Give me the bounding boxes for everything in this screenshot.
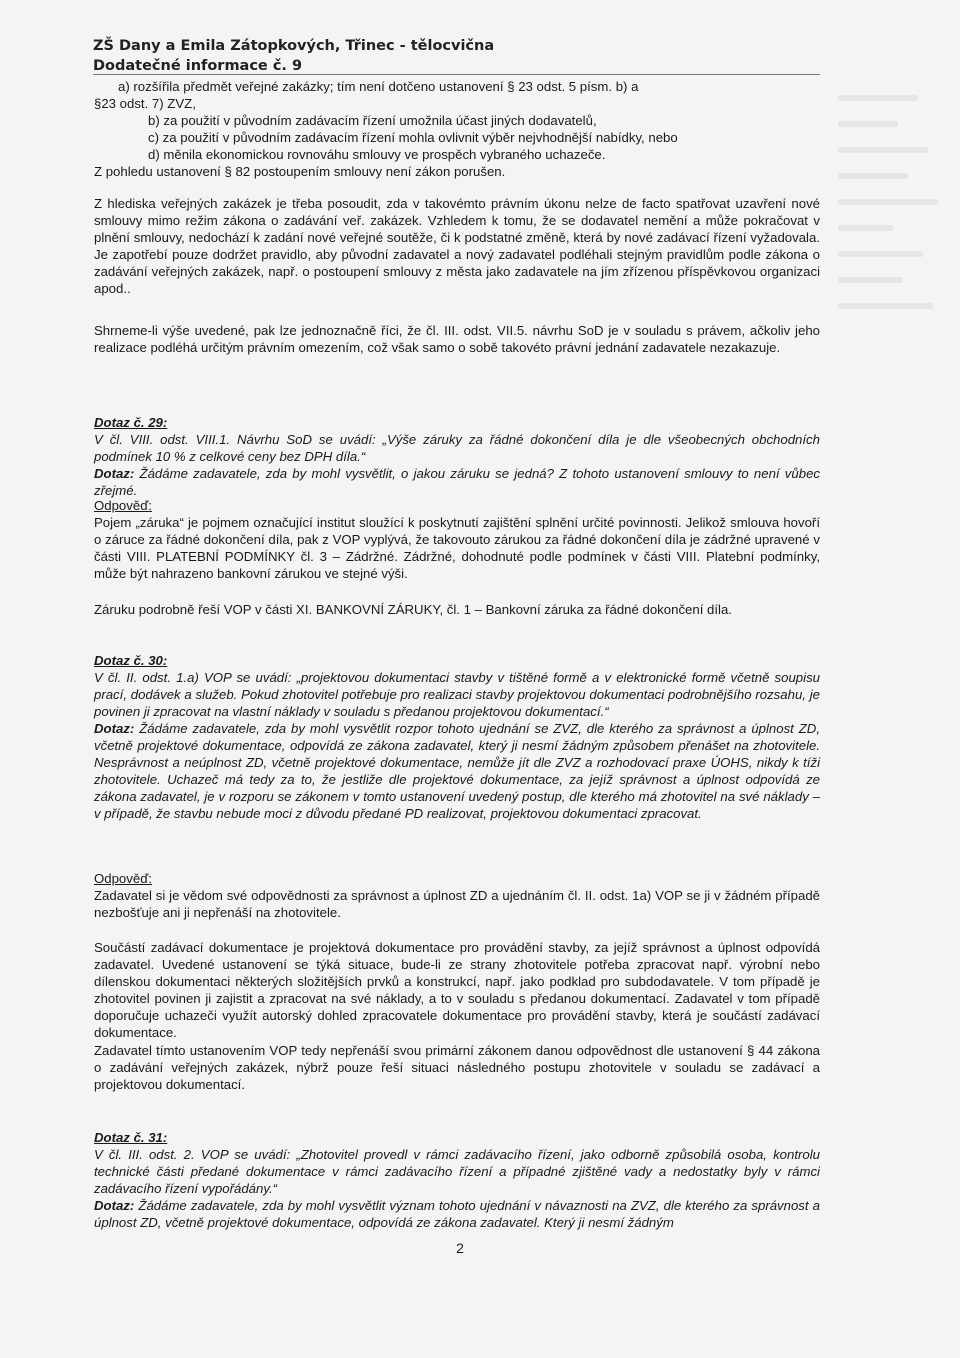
question-title: Dotaz č. 31: (94, 1130, 168, 1145)
answer-paragraph: Zadavatel si je vědom své odpovědnosti za správnost a úplnost ZD a ujednáním čl. II. odst. 1a) VOP se ji v žádném případě nezbošťuje ani ji nepřenáší na zhotovitele. (94, 888, 820, 920)
answer-title: Odpověď: (94, 498, 152, 513)
question-text (94, 465, 820, 499)
answer-30-paragraph-2: Součástí zadávací dokumentace je projektová dokumentace pro provádění stavby, za jejíž správnost a úplnost odpovídá zadavatel. Uvedené ustanovení se týká situace, bude-li ze strany zhotovitele potřeba zpracovat např. výrobní nebo dílenskou dokumentaci některých složitějších prvků a konstrukcí, např. jako podklad pro subdodavatele. V tom případě je zhotovitel povinen ji zajistit a zpracovat na své náklady, a to v souladu s předanou dokumentací. Zadavatel v tom případě doporučuje uchazeči využít autorský dohled zpracovatele dokumentace pro provádění stavby, která je součástí zadávací dokumentace. (94, 940, 820, 1040)
list-item-c: c) za použití v původním zadávacím řízení mohla ovlivnit výběr nejvhodnější nabídky, nebo (148, 130, 678, 145)
list-item-a: a) rozšířila předmět veřejné zakázky; tím není dotčeno ustanovení § 23 odst. 5 písm. b) a (118, 79, 639, 94)
answer-30-paragraph-3: Zadavatel tímto ustanovením VOP tedy nepřenáší svou primární zákonem danou odpovědnost dle ustanovení § 44 zákona o zadávání veřejných zakázek, nýbrž pouze řeší situaci následného postupu zhotovitele v souladu se zadávací a projektovou dokumentací. (94, 1043, 820, 1092)
page-number: 2 (456, 1240, 464, 1256)
answer-paragraph: Pojem „záruka“ je pojmem označující institut sloužící k poskytnutí zajištění splnění určité povinnosti. Jelikož smlouva hovoří o záruce za řádné dokončení díla, pak z VOP vyplývá, že takovouto zárukou za řádné dokončení díla je zádržné upravené v části VIII. PLATEBNÍ PODMÍNKY čl. 3 – Zádržné. Zádržné, dohodnuté podle podmínek v části VIII. Platební podmínky, může být nahrazeno bankovní zárukou ve stejné výši. (94, 515, 820, 581)
question-title: Dotaz č. 29: (94, 415, 168, 430)
intro-conclusion: Z pohledu ustanovení § 82 postoupením smlouvy není zákon porušen. (94, 164, 506, 179)
list-item-b: b) za použití v původním zadávacím řízení umožnila účast jiných dodavatelů, (148, 113, 597, 128)
bleed-through-shadow (838, 75, 960, 1255)
question-body: Žádáme zadavatele, zda by mohl vysvětlit, o jakou záruku se jedná? Z tohoto ustanovení smlouvy to není vůbec zřejmé. (94, 466, 820, 498)
question-quote: V čl. II. odst. 1.a) VOP se uvádí: „projektovou dokumentaci stavby v tištěné formě a v elektronické formě včetně soupisu prací, dodávek a služeb. Pokud zhotovitel potřebuje pro realizaci stavby projektovou dokumentaci podrobnějšího rozsahu, je povinen ji zpracovat na vlastní náklady v souladu s předanou projektovou dokumentací.“ (94, 670, 820, 719)
question-label: Dotaz: (94, 466, 135, 481)
header-divider (93, 74, 820, 75)
answer-30 (94, 870, 820, 921)
question-title: Dotaz č. 30: (94, 653, 168, 668)
question-29 (94, 414, 820, 499)
paragraph-assignment: Z hlediska veřejných zakázek je třeba posoudit, zda v takovémto právním úkonu nelze de facto spatřovat uzavření nové smlouvy mimo režim zákona o zadávání veř. zakázek. Vzhledem k tomu, že se dodavatel nemění a může pokračovat v plnění smlouvy, nedochází k zadání nové veřejné soutěže, či k podstatné změně, která by nové zadávací řízení vyžadovala. Je zapotřebí pouze dodržet pravidlo, aby původní zadavatel a nový zadavatel podléhali stejným pravidlům podle zákona o zadávání veřejných zakázek, např. o postoupení smlouvy z města jako zadavatele na jím zřízenou příspěvkovou organizaci apod.. (94, 196, 820, 296)
paragraph-summary: Shrneme-li výše uvedené, pak lze jednoznačně říci, že čl. III. odst. VII.5. návrhu SoD je v souladu s právem, ačkoliv jeho realizace podléhá určitým právním omezením, což však samo o sobě takovéto právní jednání zadavatele nezakazuje. (94, 323, 820, 355)
document-header (93, 36, 494, 76)
header-project-title: ZŠ Dany a Emila Zátopkových, Třinec - tělocvična (93, 38, 495, 54)
question-30 (94, 652, 820, 822)
answer-29 (94, 497, 820, 582)
list-item-d: d) měnila ekonomickou rovnováhu smlouvy ve prospěch vybraného uchazeče. (148, 147, 606, 162)
question-label: Dotaz: (94, 721, 135, 736)
question-quote: V čl. III. odst. 2. VOP se uvádí: „Zhotovitel provedl v rámci zadávacího řízení, jako odborně způsobilá osoba, kontrolu technické části předané dokumentace v rámci zadávacího řízení a případné zjištěné vady a nedostatky byly v rámci zadávacího řízení vypořádány.“ (94, 1147, 820, 1196)
answer-title: Odpověď: (94, 871, 152, 886)
question-quote: V čl. VIII. odst. VIII.1. Návrhu SoD se uvádí: „Výše záruky za řádné dokončení díla je dle všeobecných obchodních podmínek 10 % z celkové ceny bez DPH díla.“ (94, 432, 820, 464)
intro-list (94, 78, 820, 180)
header-document-title: Dodatečné informace č. 9 (93, 58, 303, 74)
question-label: Dotaz: (94, 1198, 135, 1213)
question-text (94, 1197, 820, 1231)
list-item-a-continuation: §23 odst. 7) ZVZ, (94, 96, 196, 111)
question-body: Žádáme zadavatele, zda by mohl vysvětlit rozpor tohoto ujednání se ZVZ, dle kterého za správnost a úplnost ZD, včetně projektové dokumentace, odpovídá ze zákona zadavatel, který ji nesmí žádným způsobem přenášet na zhotovitele. Nesprávnost a neúplnost ZD, včetně projektové dokumentace, nemůže jít dle ZVZ a rozhodovací praxe ÚOHS, nikdy k tíži zhotovitele. Uchazeč má tedy za to, že jestliže dle projektové dokumentace, za jejíž správnost a úplnost odpovídá ze zákona zadavatel, je v rozporu se zákonem v tomto ustanovení uvedený postup, dle kterého má zhotovitel na své náklady – v případě, že stavbu nebude moci z důvodu předané PD realizovat, projektovou dokumentaci zpracovat. (94, 721, 820, 821)
question-31 (94, 1129, 820, 1231)
question-text (94, 720, 820, 822)
question-body: Žádáme zadavatele, zda by mohl vysvětlit význam tohoto ujednání v návaznosti na ZVZ, dle kterého za správnost a úplnost ZD, včetně projektové dokumentace, odpovídá ze zákona zadavatel. Který ji nesmí žádným (94, 1198, 820, 1230)
answer-29-reference: Záruku podrobně řeší VOP v části XI. BANKOVNÍ ZÁRUKY, čl. 1 – Bankovní záruka za řádné dokončení díla. (94, 602, 732, 617)
